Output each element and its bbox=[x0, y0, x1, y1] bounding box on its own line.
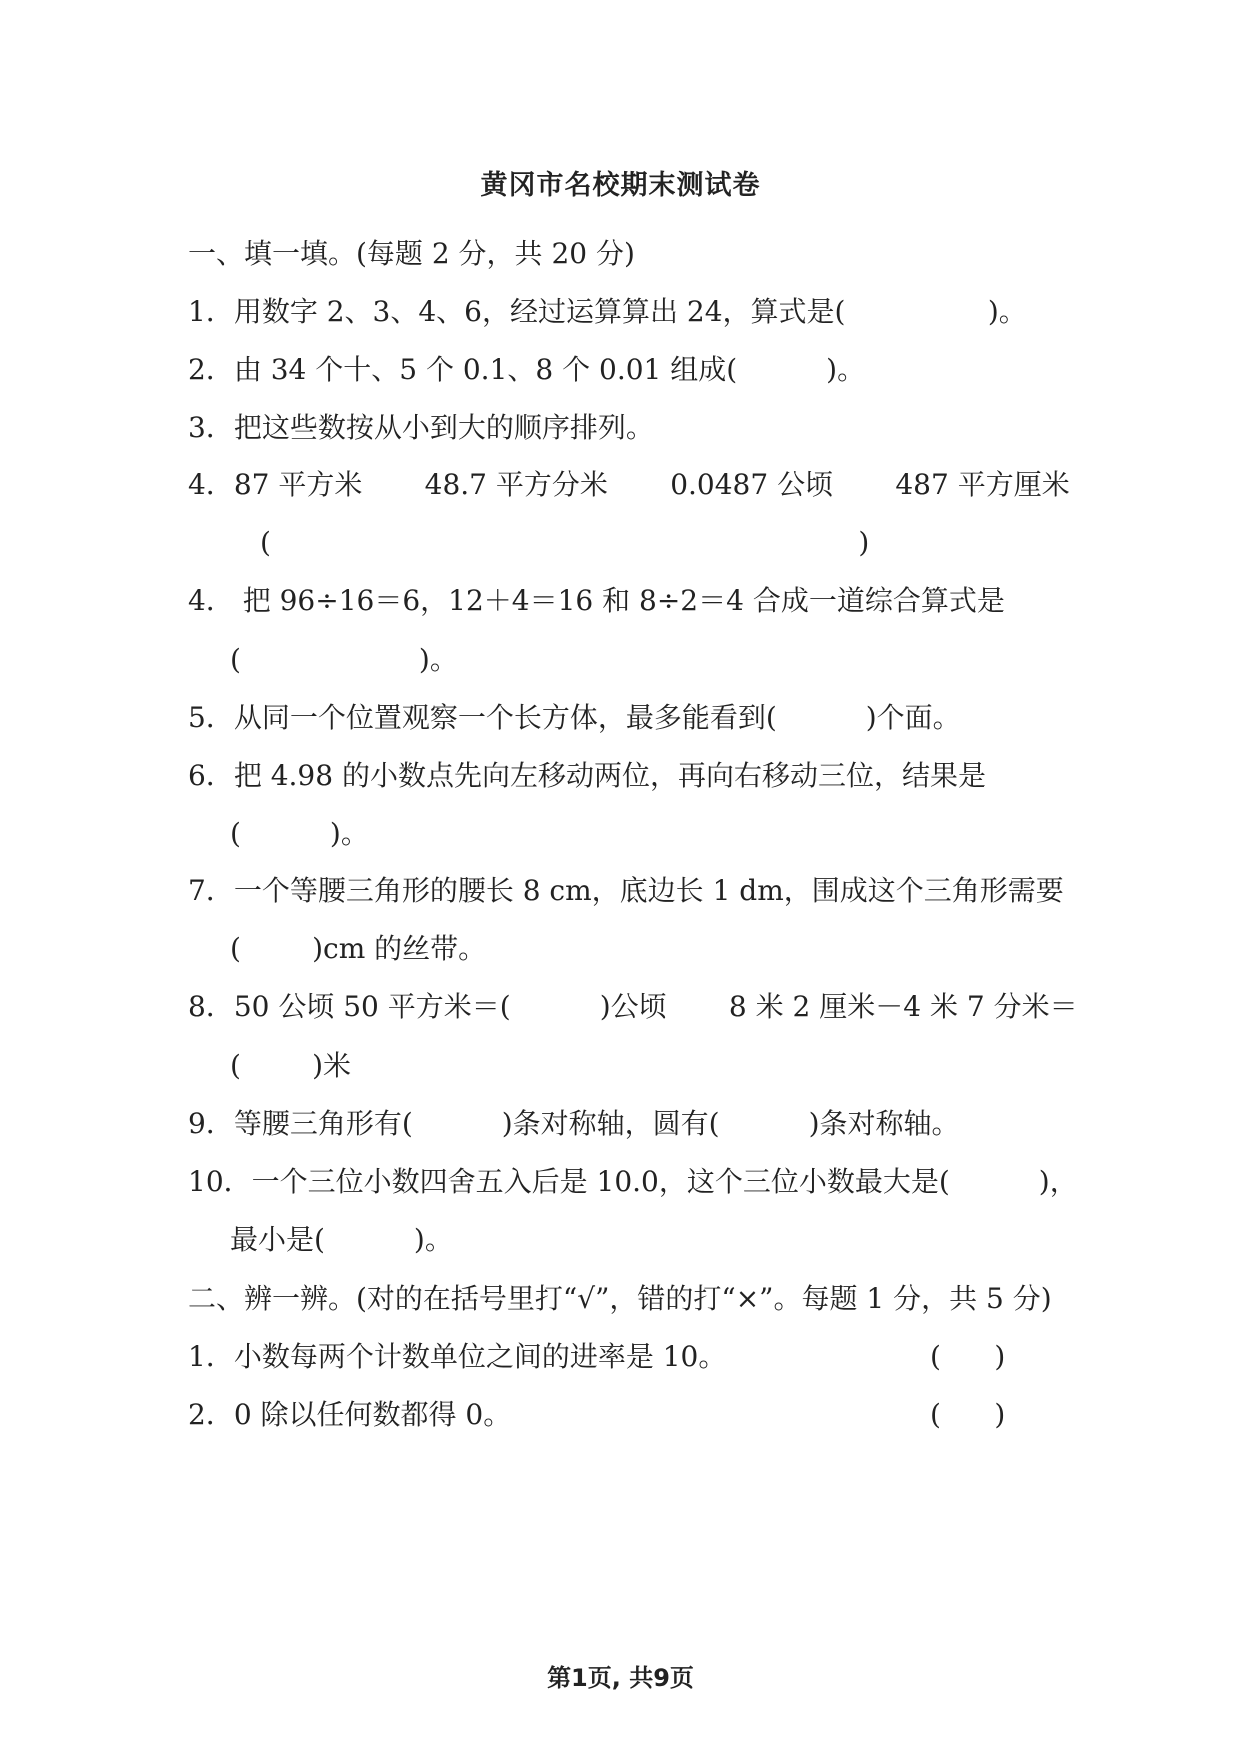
judgement-bracket: ( ) bbox=[930, 1340, 1006, 1373]
page-footer: 第1页, 共9页 bbox=[547, 1664, 694, 1692]
page-title: 黄冈市名校期末测试卷 bbox=[480, 170, 761, 201]
question-line: 8．50 公顷 50 平方米＝( )公顷 8 米 2 厘米－4 米 7 分米＝ bbox=[188, 990, 1078, 1023]
judgement-item-text: 1．小数每两个计数单位之间的进率是 10。 bbox=[188, 1340, 727, 1373]
judgement-item-text: 2．0 除以任何数都得 0。 bbox=[188, 1398, 512, 1431]
question-line: 3．把这些数按从小到大的顺序排列。 bbox=[188, 411, 654, 444]
section-heading: 一、填一填。(每题 2 分，共 20 分) bbox=[188, 237, 635, 270]
question-line: 1．用数字 2、3、4、6，经过运算算出 24，算式是( )。 bbox=[188, 295, 1027, 328]
question-continuation: ( )。 bbox=[230, 817, 369, 850]
question-line: 5．从同一个位置观察一个长方体，最多能看到( )个面。 bbox=[188, 701, 961, 734]
judgement-bracket: ( ) bbox=[930, 1398, 1006, 1431]
question-continuation: ( )cm 的丝带。 bbox=[230, 932, 487, 965]
question-continuation: ( )米 bbox=[230, 1049, 352, 1082]
answer-bracket-line: ( ) bbox=[260, 526, 870, 559]
question-line: 2．由 34 个十、5 个 0.1、8 个 0.01 组成( )。 bbox=[188, 353, 866, 386]
question-line: 7．一个等腰三角形的腰长 8 cm，底边长 1 dm，围成这个三角形需要 bbox=[188, 874, 1064, 907]
question-line: 9．等腰三角形有( )条对称轴，圆有( )条对称轴。 bbox=[188, 1107, 960, 1140]
question-line: 6．把 4.98 的小数点先向左移动两位，再向右移动三位，结果是 bbox=[188, 759, 986, 792]
question-continuation: 最小是( )。 bbox=[230, 1223, 453, 1256]
question-line: 10．一个三位小数四舍五入后是 10.0，这个三位小数最大是( )， bbox=[188, 1165, 1078, 1198]
question-line: 4．87 平方米 48.7 平方分米 0.0487 公顷 487 平方厘米 bbox=[188, 468, 1070, 501]
question-continuation: ( )。 bbox=[230, 643, 458, 676]
section-heading: 二、辨一辨。(对的在括号里打“√”，错的打“×”。每题 1 分，共 5 分) bbox=[188, 1282, 1052, 1315]
question-line: 4． 把 96÷16＝6，12＋4＝16 和 8÷2＝4 合成一道综合算式是 bbox=[188, 584, 1005, 617]
